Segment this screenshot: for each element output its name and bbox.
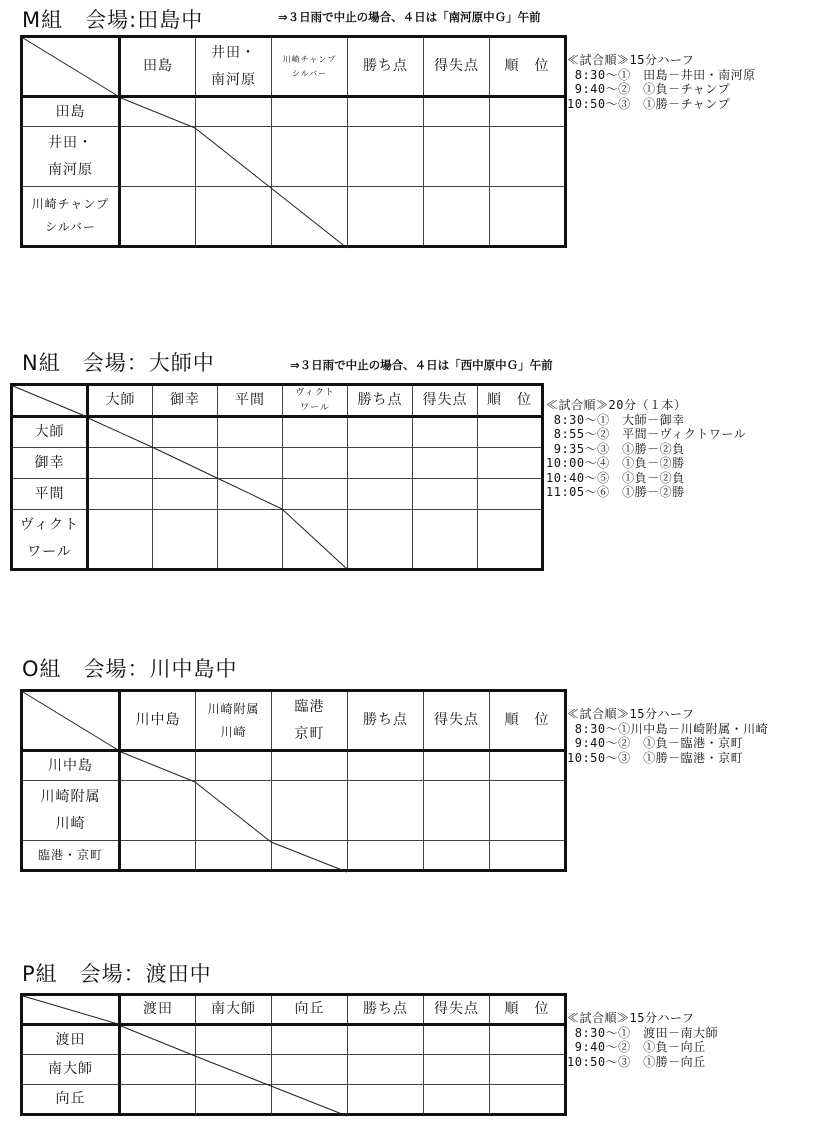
row-header: 臨港・京町 — [22, 841, 120, 871]
row-header: 川中島 — [22, 751, 120, 781]
row-header: 向丘 — [22, 1085, 120, 1115]
group-n-schedule: ≪試合順≫20分（１本） 8:30～① 大師－御幸 8:55～② 平間－ヴィクトワール 9:35～③ ①勝－②負 10:00～④ ①負－②勝 10:40～⑤ ①負－②負 11:05～⑥ ①勝－②勝 — [546, 398, 747, 499]
group-n-title: N組 会場：大師中 — [22, 351, 215, 375]
rank-header: 順 位 — [478, 385, 543, 417]
corner-cell — [22, 995, 120, 1025]
points-header: 勝ち点 — [348, 995, 424, 1025]
points-header: 勝ち点 — [348, 691, 424, 751]
group-n-rain-note: ⇒３日雨で中止の場合、４日は「西中原中Ｇ」午前 — [290, 358, 553, 372]
goal-diff-header: 得失点 — [413, 385, 478, 417]
goal-diff-header: 得失点 — [424, 691, 490, 751]
corner-cell — [22, 691, 120, 751]
group-p-title: P組 会場：渡田中 — [22, 962, 212, 986]
row-header: 平間 — [12, 479, 88, 510]
rank-header: 順 位 — [490, 691, 566, 751]
group-o-table — [20, 689, 567, 872]
row-header: 田島 — [22, 97, 120, 127]
col-header: ヴィクト ワール — [283, 385, 348, 417]
corner-cell — [22, 37, 120, 97]
group-o-schedule: ≪試合順≫15分ハーフ 8:30～①川中島－川崎附属・川崎 9:40～② ①負－臨港・京町 10:50～③ ①勝－臨港・京町 — [567, 707, 769, 765]
group-n-table — [10, 383, 544, 571]
rank-header: 順 位 — [490, 37, 566, 97]
col-header: 南大師 — [196, 995, 272, 1025]
col-header: 渡田 — [120, 995, 196, 1025]
row-header: 川崎チャンプ シルバー — [22, 187, 120, 247]
col-header: 臨港 京町 — [272, 691, 348, 751]
col-header: 大師 — [88, 385, 153, 417]
col-header: 川崎チャンプ シルバー — [272, 37, 348, 97]
col-header: 川崎附属 川崎 — [196, 691, 272, 751]
row-header: 川崎附属 川崎 — [22, 781, 120, 841]
goal-diff-header: 得失点 — [424, 995, 490, 1025]
goal-diff-header: 得失点 — [424, 37, 490, 97]
group-p-schedule: ≪試合順≫15分ハーフ 8:30～① 渡田－南大師 9:40～② ①負－向丘 10:50～③ ①勝－向丘 — [567, 1011, 719, 1069]
row-header: ヴィクト ワール — [12, 510, 88, 570]
col-header: 川中島 — [120, 691, 196, 751]
group-p-table — [20, 993, 567, 1116]
row-header: 井田・ 南河原 — [22, 127, 120, 187]
group-m-table — [20, 35, 567, 248]
group-m-title: M組 会場:田島中 — [22, 8, 204, 32]
group-m-schedule: ≪試合順≫15分ハーフ 8:30～① 田島－井田・南河原 9:40～② ①負－チャンプ 10:50～③ ①勝－チャンプ — [567, 53, 756, 111]
col-header: 田島 — [120, 37, 196, 97]
points-header: 勝ち点 — [348, 385, 413, 417]
col-header: 御幸 — [153, 385, 218, 417]
col-header: 井田・ 南河原 — [196, 37, 272, 97]
row-header: 渡田 — [22, 1025, 120, 1055]
rank-header: 順 位 — [490, 995, 566, 1025]
row-header: 御幸 — [12, 448, 88, 479]
points-header: 勝ち点 — [348, 37, 424, 97]
group-m-rain-note: ⇒３日雨で中止の場合、４日は「南河原中Ｇ」午前 — [278, 10, 541, 24]
col-header: 平間 — [218, 385, 283, 417]
row-header: 大師 — [12, 417, 88, 448]
group-o-title: O組 会場：川中島中 — [22, 657, 238, 681]
row-header: 南大師 — [22, 1055, 120, 1085]
corner-cell — [12, 385, 88, 417]
col-header: 向丘 — [272, 995, 348, 1025]
